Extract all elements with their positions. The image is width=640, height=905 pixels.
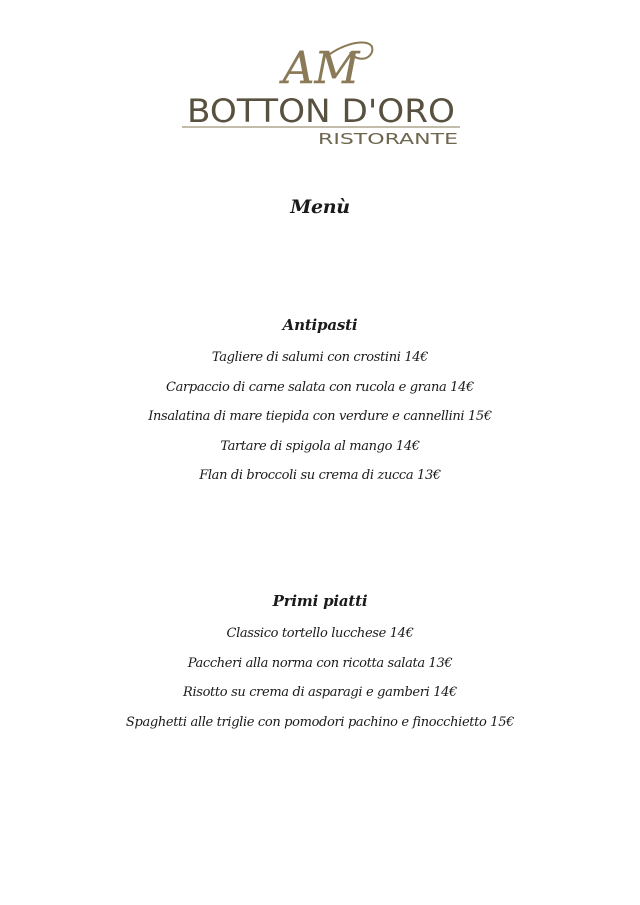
logo-graphic [180,36,462,148]
menu-item: Paccheri alla norma con ricotta salata 13€ [187,655,453,671]
menu-item: Risotto su crema di asparagi e gamberi 14€ [183,685,457,700]
section-title: Antipasti [282,316,358,334]
logo-monogram: AM [282,43,360,94]
menu-section-primi-piatti [0,589,640,737]
restaurant-logo [180,36,462,148]
logo-subtitle: RISTORANTE [318,130,458,148]
menu-section-antipasti [0,313,640,491]
menu-item: Classico tortello lucchese 14€ [226,626,414,641]
menu-item: Insalatina di mare tiepida con verdure e cannellini 15€ [148,409,492,424]
menu-item: Spaghetti alle triglie con pomodori pachino e finocchietto 15€ [125,714,515,730]
menu-title: Menù [290,196,350,218]
menu-item: Tartare di spigola al mango 14€ [220,438,420,454]
menu-item: Carpaccio di carne salata con rucola e grana 14€ [166,379,474,395]
section-title: Primi piatti [272,592,368,610]
menu-item: Flan di broccoli su crema di zucca 13€ [199,468,441,483]
menu-item: Tagliere di salumi con crostini 14€ [211,350,429,365]
logo-name: BOTTON D'ORO [187,92,455,130]
